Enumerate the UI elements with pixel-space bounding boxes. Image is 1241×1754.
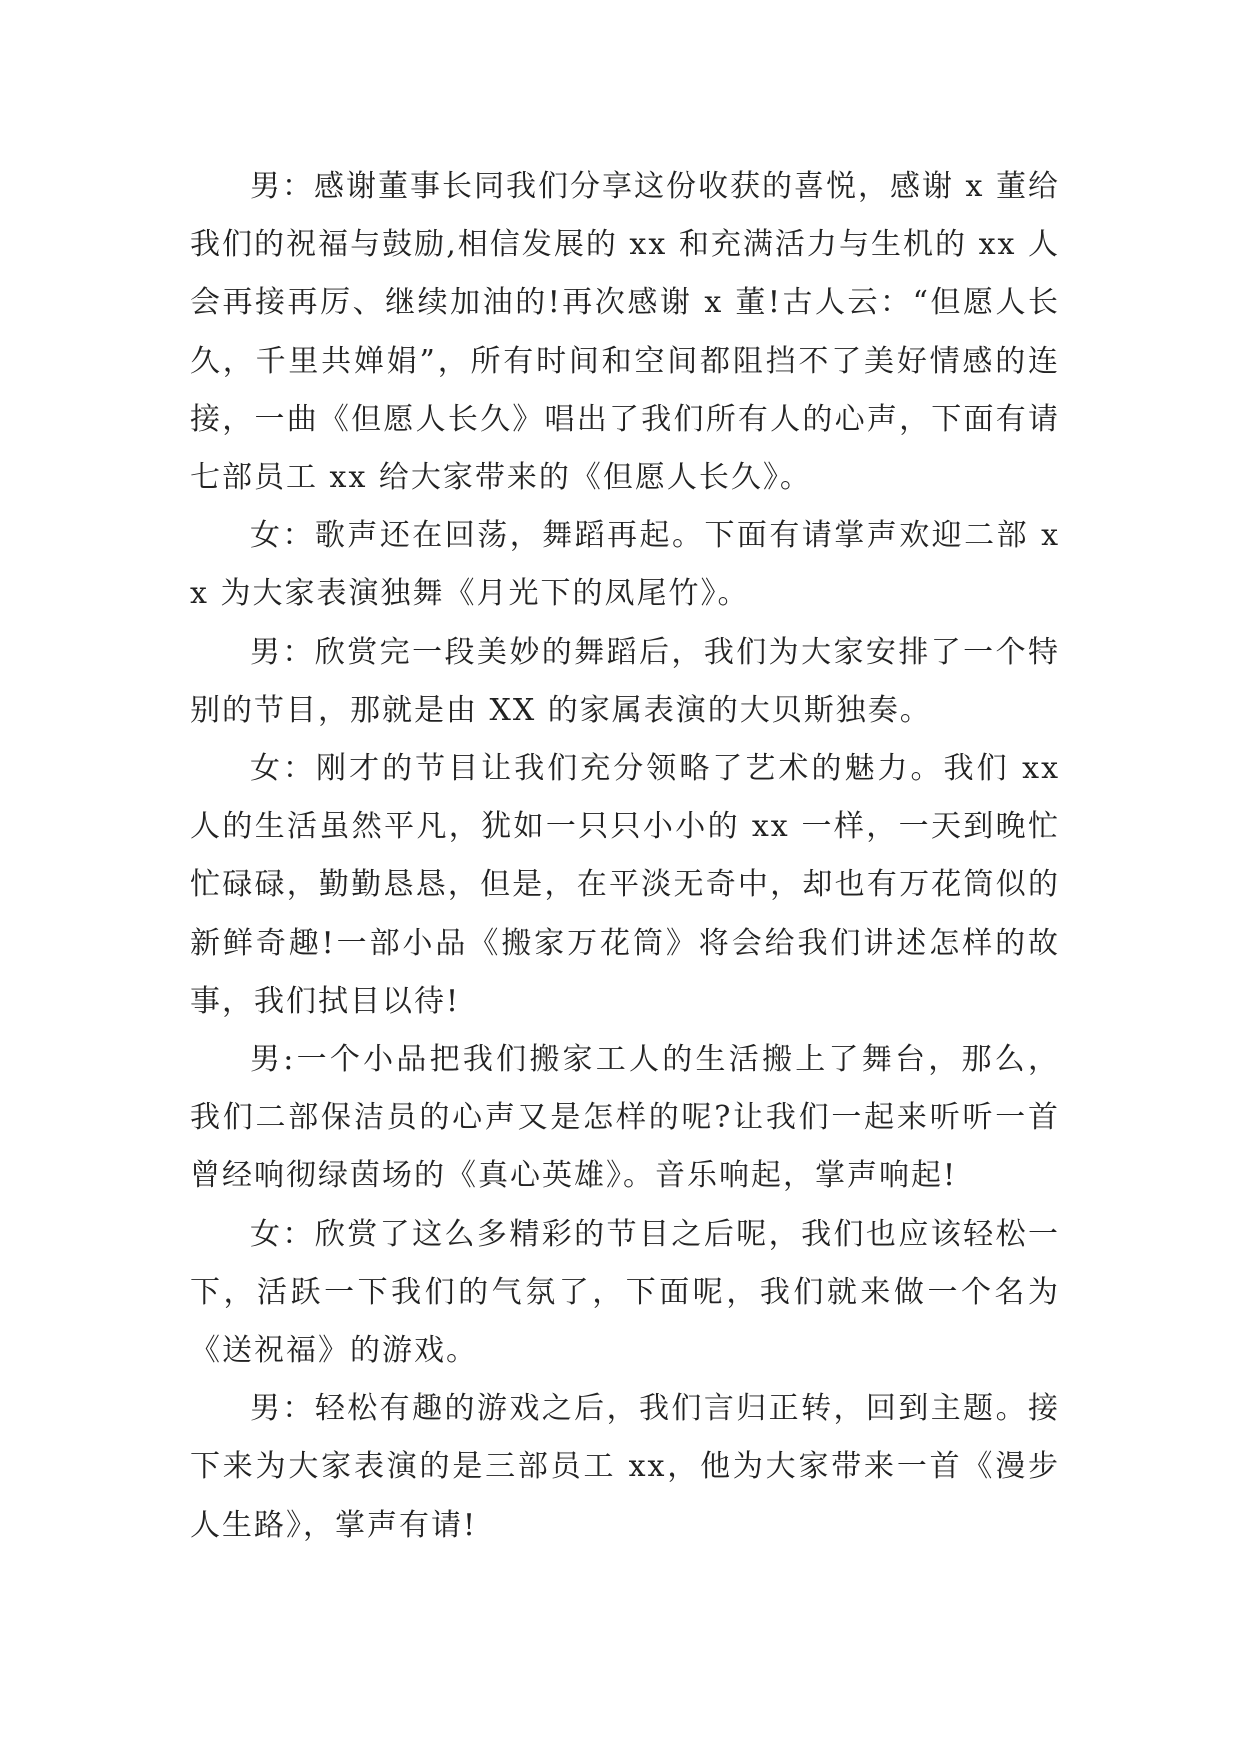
paragraph-4: 女：刚才的节目让我们充分领略了艺术的魅力。我们 xx 人的生活虽然平凡，犹如一只只小小的 xx 一样，一天到晚忙忙碌碌，勤勤恳恳，但是，在平淡无奇中，却也有万花筒似的新鲜奇趣!一部小品《搬家万花筒》将会给我们讲述怎样的故事，我们拭目以待!	[190, 751, 1060, 1019]
document-body	[190, 158, 1060, 1555]
paragraph-3: 男：欣赏完一段美妙的舞蹈后，我们为大家安排了一个特别的节目，那就是由 XX 的家属表演的大贝斯独奏。	[190, 634, 1060, 728]
paragraph-6: 女：欣赏了这么多精彩的节目之后呢，我们也应该轻松一下，活跃一下我们的气氛了，下面呢，我们就来做一个名为《送祝福》的游戏。	[190, 1216, 1060, 1369]
paragraph-7: 男：轻松有趣的游戏之后，我们言归正转，回到主题。接下来为大家表演的是三部员工 xx，他为大家带来一首《漫步人生路》，掌声有请!	[190, 1391, 1060, 1543]
paragraph-2: 女：歌声还在回荡，舞蹈再起。下面有请掌声欢迎二部 xx 为大家表演独舞《月光下的凤尾竹》。	[190, 518, 1060, 612]
paragraph-5: 男:一个小品把我们搬家工人的生活搬上了舞台，那么，我们二部保洁员的心声又是怎样的呢?让我们一起来听听一首曾经响彻绿茵场的《真心英雄》。音乐响起，掌声响起!	[190, 1042, 1060, 1194]
paragraph-1: 男：感谢董事长同我们分享这份收获的喜悦，感谢 x 董给我们的祝福与鼓励,相信发展的 xx 和充满活力与生机的 xx 人会再接再厉、继续加油的!再次感谢 x 董!古人云：“但愿人长久，千里共婵娟”，所有时间和空间都阻挡不了美好情感的连接，一曲《但愿人长久》唱出了我们所有人的心声，下面有请七部员工 xx 给大家带来的《但愿人长久》。	[190, 169, 1060, 496]
